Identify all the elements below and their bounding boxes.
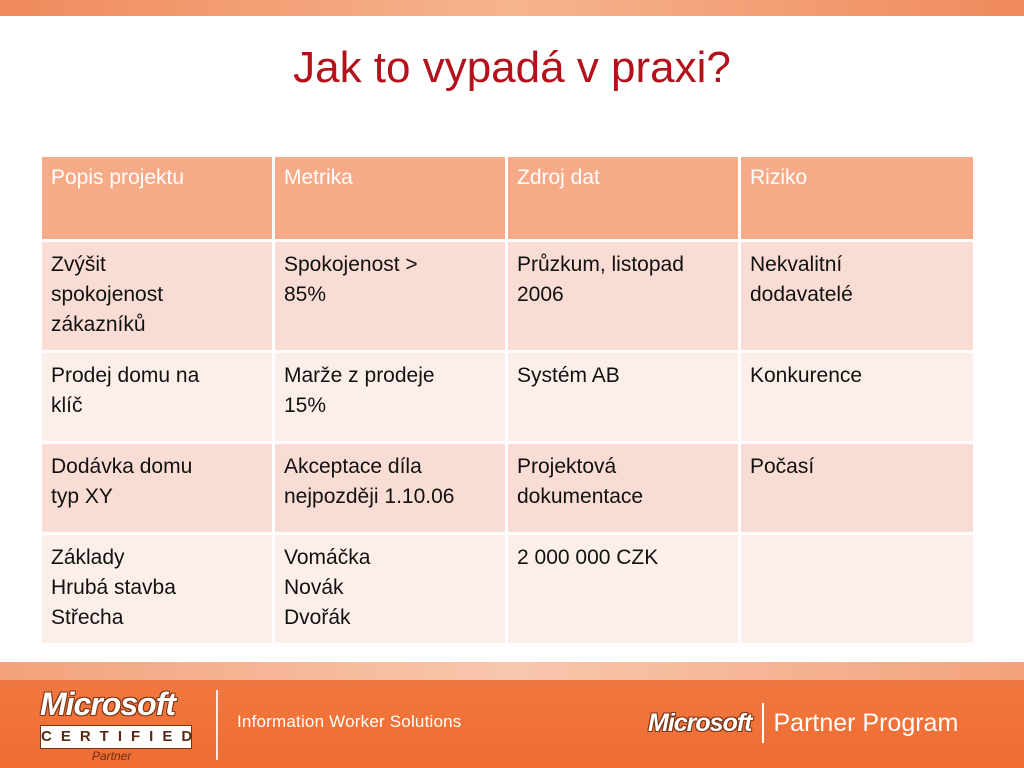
cell-line: Spokojenost > xyxy=(284,253,418,276)
header-metrika: Metrika xyxy=(275,157,505,239)
cell-metrika xyxy=(275,444,505,532)
cell-riziko xyxy=(741,242,973,350)
cell-popis xyxy=(42,444,272,532)
cell-line: 2 000 000 CZK xyxy=(517,546,659,569)
cell-line: nejpozději 1.10.06 xyxy=(284,485,455,508)
cell-zdroj xyxy=(508,242,738,350)
partner-program-text: Partner Program xyxy=(773,708,959,737)
cell-line: Nekvalitní xyxy=(750,253,843,276)
cell-line: Akceptace díla xyxy=(284,455,422,478)
cell-line: 2006 xyxy=(517,283,564,306)
cell-line: Novák xyxy=(284,576,344,599)
program-microsoft-logo-text: Microsoft xyxy=(648,708,752,737)
logo-separator xyxy=(762,703,764,743)
cell-line: dokumentace xyxy=(517,485,644,508)
footer-divider xyxy=(216,690,218,760)
cell-popis xyxy=(42,353,272,441)
cell-line: Dvořák xyxy=(284,606,351,629)
cell-line: Základy xyxy=(51,546,125,569)
cell-line: Projektová xyxy=(517,455,617,478)
cell-zdroj xyxy=(508,444,738,532)
cell-riziko xyxy=(741,535,973,643)
cell-line: typ XY xyxy=(51,485,113,508)
cell-line: Střecha xyxy=(51,606,124,629)
header-zdroj-dat: Zdroj dat xyxy=(508,157,738,239)
partner-label: Partner xyxy=(92,749,132,763)
cell-line: 85% xyxy=(284,283,327,306)
cell-metrika xyxy=(275,353,505,441)
header-riziko: Riziko xyxy=(741,157,973,239)
certified-label: CERTIFIED xyxy=(40,725,192,749)
cell-line: zákazníků xyxy=(51,313,146,336)
cell-line: dodavatelé xyxy=(750,283,853,306)
cell-riziko xyxy=(741,444,973,532)
table-row xyxy=(42,353,973,441)
slide-title: Jak to vypadá v praxi? xyxy=(293,43,731,92)
cell-popis xyxy=(42,242,272,350)
cell-line: 15% xyxy=(284,394,327,417)
cell-line: Počasí xyxy=(750,455,815,478)
cell-popis xyxy=(42,535,272,643)
cell-line: Zvýšit xyxy=(51,253,106,276)
cell-line: Konkurence xyxy=(750,364,863,387)
top-decor-band xyxy=(0,0,1024,16)
header-popis-projektu: Popis projektu xyxy=(42,157,272,239)
microsoft-logo-text: Microsoft xyxy=(40,686,175,722)
project-table xyxy=(39,154,976,646)
cell-riziko xyxy=(741,353,973,441)
table-header-row xyxy=(42,157,973,239)
microsoft-certified-partner-logo xyxy=(40,686,200,766)
cell-line: Dodávka domu xyxy=(51,455,193,478)
cell-line: Systém AB xyxy=(517,364,620,387)
cell-line: Marže z prodeje xyxy=(284,364,435,387)
cell-line: klíč xyxy=(51,394,83,417)
footer-light-band xyxy=(0,662,1024,682)
microsoft-partner-program-logo xyxy=(648,700,958,746)
cell-metrika xyxy=(275,535,505,643)
cell-line: Hrubá stavba xyxy=(51,576,176,599)
table-row xyxy=(42,242,973,350)
cell-line: Průzkum, listopad xyxy=(517,253,684,276)
table-row xyxy=(42,444,973,532)
cell-zdroj xyxy=(508,353,738,441)
tagline: Information Worker Solutions xyxy=(237,712,462,731)
cell-line: Vomáčka xyxy=(284,546,371,569)
cell-metrika xyxy=(275,242,505,350)
table-row xyxy=(42,535,973,643)
cell-line: spokojenost xyxy=(51,283,164,306)
cell-zdroj xyxy=(508,535,738,643)
cell-line: Prodej domu na xyxy=(51,364,200,387)
